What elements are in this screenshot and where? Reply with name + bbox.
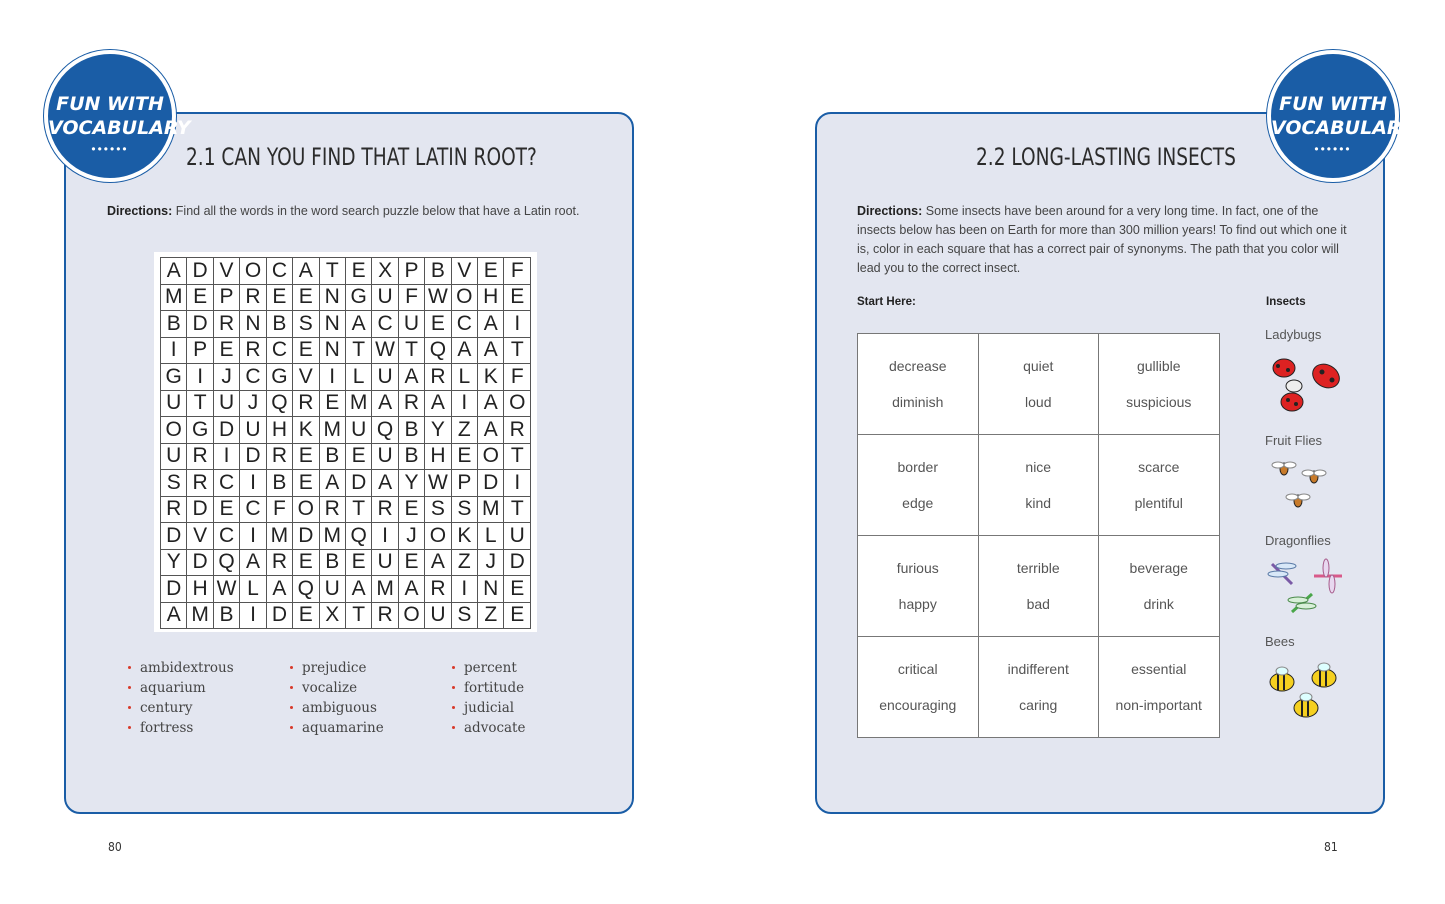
grid-letter: I bbox=[372, 523, 398, 550]
grid-letter: R bbox=[187, 443, 213, 470]
bee-icon bbox=[1264, 662, 1348, 722]
grid-letter: L bbox=[240, 576, 266, 603]
grid-letter: C bbox=[372, 311, 398, 338]
grid-letter: A bbox=[478, 311, 504, 338]
grid-letter: C bbox=[451, 311, 477, 338]
insect-name-fruit-flies: Fruit Flies bbox=[1265, 433, 1323, 448]
grid-letter: D bbox=[266, 602, 292, 629]
grid-letter: R bbox=[372, 602, 398, 629]
grid-letter: O bbox=[478, 443, 504, 470]
synonym-word: terrible bbox=[1016, 560, 1060, 576]
grid-letter: E bbox=[187, 284, 213, 311]
grid-letter: H bbox=[425, 443, 451, 470]
word-list-column-1 bbox=[128, 658, 234, 738]
grid-letter: I bbox=[240, 470, 266, 497]
grid-letter: O bbox=[425, 523, 451, 550]
directions bbox=[857, 202, 1347, 278]
grid-letter: W bbox=[213, 576, 239, 603]
grid-letter: T bbox=[398, 337, 424, 364]
grid-letter: D bbox=[187, 496, 213, 523]
grid-letter: R bbox=[187, 470, 213, 497]
ladybug-icon bbox=[1264, 352, 1348, 412]
synonym-row bbox=[858, 435, 1220, 536]
grid-letter: P bbox=[187, 337, 213, 364]
grid-letter: R bbox=[293, 390, 319, 417]
grid-letter: S bbox=[293, 311, 319, 338]
grid-letter: I bbox=[240, 523, 266, 550]
grid-letter: E bbox=[504, 284, 531, 311]
grid-letter: U bbox=[504, 523, 531, 550]
grid-letter: F bbox=[398, 284, 424, 311]
page-number: 80 bbox=[108, 840, 122, 854]
grid-letter: U bbox=[161, 390, 187, 417]
badge-line2: VOCABULARY bbox=[48, 117, 191, 139]
synonym-cell[interactable] bbox=[858, 435, 979, 536]
grid-letter: U bbox=[372, 284, 398, 311]
synonym-cell[interactable] bbox=[978, 536, 1099, 637]
synonym-word: nice bbox=[1025, 459, 1052, 475]
grid-letter: Q bbox=[425, 337, 451, 364]
grid-letter: D bbox=[187, 258, 213, 285]
grid-letter: D bbox=[293, 523, 319, 550]
synonym-word: scarce bbox=[1138, 459, 1180, 475]
grid-letter: B bbox=[398, 417, 424, 444]
start-here-label: Start Here: bbox=[857, 296, 916, 308]
grid-letter: M bbox=[161, 284, 187, 311]
grid-letter: S bbox=[451, 496, 477, 523]
grid-letter: E bbox=[293, 284, 319, 311]
grid-letter: B bbox=[319, 549, 345, 576]
synonym-cell[interactable] bbox=[978, 637, 1099, 738]
directions-text: Find all the words in the word search puzzle below that have a Latin root. bbox=[175, 204, 580, 218]
grid-letter: G bbox=[345, 284, 371, 311]
grid-letter: A bbox=[266, 576, 292, 603]
grid-letter: W bbox=[425, 470, 451, 497]
grid-letter: W bbox=[425, 284, 451, 311]
grid-letter: Q bbox=[372, 417, 398, 444]
grid-row bbox=[161, 443, 531, 470]
insect-name-bees: Bees bbox=[1265, 634, 1295, 649]
grid-letter: D bbox=[161, 523, 187, 550]
grid-letter: U bbox=[398, 311, 424, 338]
word-list-item: advocate bbox=[452, 718, 525, 738]
synonym-word: non-important bbox=[1115, 697, 1202, 713]
grid-letter: Q bbox=[293, 576, 319, 603]
grid-letter: R bbox=[425, 364, 451, 391]
grid-letter: R bbox=[240, 337, 266, 364]
grid-letter: E bbox=[504, 602, 531, 629]
grid-letter: J bbox=[478, 549, 504, 576]
grid-letter: I bbox=[187, 364, 213, 391]
word-list-item: ambiguous bbox=[290, 698, 384, 718]
grid-letter: A bbox=[398, 364, 424, 391]
synonym-word: gullible bbox=[1136, 358, 1181, 374]
grid-letter: C bbox=[213, 523, 239, 550]
grid-letter: I bbox=[161, 337, 187, 364]
grid-letter: R bbox=[425, 576, 451, 603]
synonym-word: decrease bbox=[888, 358, 947, 374]
grid-letter: A bbox=[398, 576, 424, 603]
grid-letter: I bbox=[504, 311, 531, 338]
grid-letter: C bbox=[213, 470, 239, 497]
grid-letter: U bbox=[240, 417, 266, 444]
grid-letter: G bbox=[161, 364, 187, 391]
grid-letter: R bbox=[266, 549, 292, 576]
grid-letter: K bbox=[293, 417, 319, 444]
grid-letter: V bbox=[213, 258, 239, 285]
grid-letter: M bbox=[372, 576, 398, 603]
grid-letter: Y bbox=[161, 549, 187, 576]
grid-letter: O bbox=[240, 258, 266, 285]
grid-row bbox=[161, 576, 531, 603]
grid-letter: T bbox=[187, 390, 213, 417]
grid-letter: B bbox=[266, 470, 292, 497]
grid-letter: A bbox=[319, 470, 345, 497]
grid-letter: L bbox=[478, 523, 504, 550]
grid-letter: O bbox=[451, 284, 477, 311]
grid-letter: A bbox=[478, 390, 504, 417]
grid-letter: E bbox=[213, 337, 239, 364]
grid-letter: S bbox=[161, 470, 187, 497]
word-list-item: fortitude bbox=[452, 678, 525, 698]
grid-letter: J bbox=[240, 390, 266, 417]
grid-letter: P bbox=[451, 470, 477, 497]
synonym-grid bbox=[857, 333, 1220, 738]
badge-line1: FUN WITH bbox=[56, 93, 164, 115]
grid-letter: A bbox=[451, 337, 477, 364]
synonym-cell[interactable] bbox=[1099, 334, 1220, 435]
grid-letter: E bbox=[293, 443, 319, 470]
grid-letter: Z bbox=[451, 549, 477, 576]
word-list-item: aquarium bbox=[128, 678, 234, 698]
grid-letter: S bbox=[451, 602, 477, 629]
grid-letter: M bbox=[319, 523, 345, 550]
synonym-cell[interactable] bbox=[858, 536, 979, 637]
grid-letter: G bbox=[266, 364, 292, 391]
grid-letter: B bbox=[319, 443, 345, 470]
grid-letter: N bbox=[319, 337, 345, 364]
grid-letter: B bbox=[213, 602, 239, 629]
grid-letter: M bbox=[319, 417, 345, 444]
grid-letter: P bbox=[398, 258, 424, 285]
synonym-cell[interactable] bbox=[1099, 536, 1220, 637]
grid-letter: R bbox=[266, 443, 292, 470]
word-list-item: century bbox=[128, 698, 234, 718]
grid-letter: T bbox=[504, 443, 531, 470]
grid-letter: U bbox=[213, 390, 239, 417]
grid-letter: N bbox=[319, 284, 345, 311]
grid-letter: X bbox=[372, 258, 398, 285]
grid-letter: A bbox=[425, 549, 451, 576]
grid-letter: O bbox=[504, 390, 531, 417]
grid-letter: R bbox=[372, 496, 398, 523]
grid-letter: I bbox=[213, 443, 239, 470]
grid-letter: B bbox=[266, 311, 292, 338]
grid-letter: A bbox=[293, 258, 319, 285]
grid-letter: C bbox=[266, 258, 292, 285]
grid-letter: X bbox=[319, 602, 345, 629]
grid-letter: H bbox=[187, 576, 213, 603]
directions bbox=[107, 202, 607, 221]
grid-letter: A bbox=[161, 258, 187, 285]
synonym-cell[interactable] bbox=[978, 435, 1099, 536]
grid-letter: D bbox=[504, 549, 531, 576]
insect-name-dragonflies: Dragonflies bbox=[1265, 533, 1331, 548]
grid-letter: M bbox=[345, 390, 371, 417]
grid-letter: E bbox=[293, 470, 319, 497]
grid-letter: L bbox=[345, 364, 371, 391]
grid-letter: T bbox=[345, 496, 371, 523]
grid-letter: B bbox=[425, 258, 451, 285]
dragonfly-icon bbox=[1264, 556, 1348, 616]
synonym-word: quiet bbox=[1023, 358, 1054, 374]
fruit-fly-icon bbox=[1264, 457, 1348, 517]
grid-letter: E bbox=[319, 390, 345, 417]
grid-letter: I bbox=[451, 390, 477, 417]
grid-letter: E bbox=[293, 602, 319, 629]
grid-letter: U bbox=[372, 549, 398, 576]
grid-letter: Q bbox=[213, 549, 239, 576]
grid-letter: U bbox=[161, 443, 187, 470]
grid-letter: E bbox=[451, 443, 477, 470]
grid-letter: K bbox=[451, 523, 477, 550]
synonym-word: plentiful bbox=[1134, 495, 1183, 511]
word-list-item: judicial bbox=[452, 698, 525, 718]
grid-letter: T bbox=[345, 602, 371, 629]
grid-letter: E bbox=[266, 284, 292, 311]
grid-letter: N bbox=[478, 576, 504, 603]
grid-letter: Z bbox=[451, 417, 477, 444]
grid-row bbox=[161, 337, 531, 364]
synonym-word: edge bbox=[902, 495, 934, 511]
synonym-cell[interactable] bbox=[858, 334, 979, 435]
grid-letter: F bbox=[266, 496, 292, 523]
synonym-row bbox=[858, 637, 1220, 738]
grid-letter: E bbox=[293, 549, 319, 576]
grid-letter: E bbox=[398, 549, 424, 576]
directions-label: Directions: bbox=[107, 204, 173, 218]
grid-letter: D bbox=[187, 549, 213, 576]
synonym-word: diminish bbox=[892, 394, 944, 410]
grid-letter: A bbox=[345, 576, 371, 603]
grid-letter: O bbox=[398, 602, 424, 629]
grid-letter: U bbox=[319, 576, 345, 603]
grid-letter: O bbox=[293, 496, 319, 523]
grid-letter: D bbox=[161, 576, 187, 603]
grid-letter: W bbox=[372, 337, 398, 364]
synonym-word: border bbox=[897, 459, 938, 475]
activity-title: 2.1 CAN YOU FIND THAT LATIN ROOT? bbox=[186, 143, 537, 171]
synonym-word: suspicious bbox=[1126, 394, 1192, 410]
grid-letter: E bbox=[293, 337, 319, 364]
grid-row bbox=[161, 311, 531, 338]
grid-letter: J bbox=[213, 364, 239, 391]
grid-letter: M bbox=[187, 602, 213, 629]
badge-line2: VOCABULARY bbox=[1271, 117, 1414, 139]
grid-letter: E bbox=[345, 549, 371, 576]
synonym-row bbox=[858, 334, 1220, 435]
grid-letter: V bbox=[293, 364, 319, 391]
synonym-word: loud bbox=[1025, 394, 1052, 410]
synonym-word: essential bbox=[1131, 661, 1187, 677]
fun-with-vocabulary-badge bbox=[1267, 50, 1414, 182]
badge-dots: •••••• bbox=[1314, 142, 1352, 156]
synonym-word: drink bbox=[1143, 596, 1174, 612]
synonym-word: beverage bbox=[1129, 560, 1188, 576]
word-list-item: vocalize bbox=[290, 678, 384, 698]
grid-letter: Y bbox=[425, 417, 451, 444]
grid-letter: T bbox=[504, 496, 531, 523]
grid-row bbox=[161, 496, 531, 523]
grid-letter: A bbox=[478, 417, 504, 444]
synonym-cell[interactable] bbox=[1099, 637, 1220, 738]
grid-letter: E bbox=[345, 258, 371, 285]
grid-letter: T bbox=[504, 337, 531, 364]
word-list-item: prejudice bbox=[290, 658, 384, 678]
page-number: 81 bbox=[1324, 840, 1338, 854]
grid-letter: T bbox=[319, 258, 345, 285]
grid-letter: K bbox=[478, 364, 504, 391]
grid-letter: Q bbox=[345, 523, 371, 550]
grid-letter: E bbox=[478, 258, 504, 285]
grid-letter: I bbox=[451, 576, 477, 603]
grid-letter: Z bbox=[478, 602, 504, 629]
activity-title: 2.2 LONG-LASTING INSECTS bbox=[976, 143, 1236, 171]
grid-letter: V bbox=[451, 258, 477, 285]
grid-letter: I bbox=[504, 470, 531, 497]
grid-letter: V bbox=[187, 523, 213, 550]
grid-letter: U bbox=[425, 602, 451, 629]
grid-letter: Y bbox=[398, 470, 424, 497]
grid-letter: L bbox=[451, 364, 477, 391]
synonym-cell[interactable] bbox=[978, 334, 1099, 435]
synonym-word: happy bbox=[898, 596, 937, 612]
synonym-word: kind bbox=[1025, 495, 1052, 511]
word-search-grid bbox=[160, 257, 531, 629]
grid-letter: A bbox=[345, 311, 371, 338]
grid-letter: A bbox=[478, 337, 504, 364]
grid-letter: B bbox=[398, 443, 424, 470]
grid-letter: N bbox=[319, 311, 345, 338]
grid-letter: O bbox=[161, 417, 187, 444]
word-list-item: fortress bbox=[128, 718, 234, 738]
grid-row bbox=[161, 417, 531, 444]
synonym-word: bad bbox=[1026, 596, 1050, 612]
grid-row bbox=[161, 470, 531, 497]
word-search-puzzle bbox=[154, 252, 537, 632]
grid-letter: Q bbox=[266, 390, 292, 417]
grid-letter: A bbox=[425, 390, 451, 417]
synonym-word: encouraging bbox=[879, 697, 957, 713]
grid-letter: P bbox=[213, 284, 239, 311]
grid-letter: A bbox=[161, 602, 187, 629]
synonym-cell[interactable] bbox=[858, 637, 979, 738]
insect-name-ladybugs: Ladybugs bbox=[1265, 327, 1322, 342]
grid-letter: E bbox=[345, 443, 371, 470]
directions-label: Directions: bbox=[857, 204, 923, 218]
grid-letter: F bbox=[504, 258, 531, 285]
grid-letter: U bbox=[372, 364, 398, 391]
badge-line1: FUN WITH bbox=[1279, 93, 1387, 115]
grid-letter: H bbox=[266, 417, 292, 444]
grid-letter: B bbox=[161, 311, 187, 338]
word-list-item: ambidextrous bbox=[128, 658, 234, 678]
grid-letter: E bbox=[504, 576, 531, 603]
grid-letter: D bbox=[240, 443, 266, 470]
grid-letter: R bbox=[504, 417, 531, 444]
grid-letter: R bbox=[213, 311, 239, 338]
grid-letter: D bbox=[213, 417, 239, 444]
grid-letter: S bbox=[425, 496, 451, 523]
grid-letter: D bbox=[478, 470, 504, 497]
synonym-row bbox=[858, 536, 1220, 637]
grid-letter: A bbox=[372, 470, 398, 497]
grid-letter: C bbox=[240, 496, 266, 523]
directions-text: Some insects have been around for a very long time. In fact, one of the insects below has been on Earth for more than 300 million years! To find out which one it is, color in each square that has a correct pair of synonyms. The path that you color will lead you to the correct insect. bbox=[857, 204, 1347, 275]
grid-letter: R bbox=[240, 284, 266, 311]
grid-letter: I bbox=[319, 364, 345, 391]
grid-letter: F bbox=[504, 364, 531, 391]
fun-with-vocabulary-badge bbox=[44, 50, 191, 182]
grid-letter: T bbox=[345, 337, 371, 364]
grid-letter: D bbox=[187, 311, 213, 338]
grid-letter: M bbox=[266, 523, 292, 550]
insects-label: Insects bbox=[1266, 296, 1306, 308]
grid-letter: C bbox=[266, 337, 292, 364]
grid-letter: R bbox=[398, 390, 424, 417]
word-list-item: percent bbox=[452, 658, 525, 678]
grid-letter: A bbox=[240, 549, 266, 576]
grid-letter: C bbox=[240, 364, 266, 391]
grid-row bbox=[161, 284, 531, 311]
grid-letter: G bbox=[187, 417, 213, 444]
grid-letter: R bbox=[161, 496, 187, 523]
synonym-word: caring bbox=[1019, 697, 1058, 713]
word-list-column-2 bbox=[290, 658, 384, 738]
badge-dots: •••••• bbox=[91, 142, 129, 156]
grid-row bbox=[161, 602, 531, 629]
grid-letter: N bbox=[240, 311, 266, 338]
grid-row bbox=[161, 390, 531, 417]
synonym-word: critical bbox=[897, 661, 938, 677]
synonym-word: furious bbox=[896, 560, 939, 576]
grid-letter: J bbox=[398, 523, 424, 550]
grid-letter: E bbox=[425, 311, 451, 338]
grid-letter: U bbox=[345, 417, 371, 444]
synonym-word: indifferent bbox=[1007, 661, 1069, 677]
grid-letter: E bbox=[398, 496, 424, 523]
word-list-column-3 bbox=[452, 658, 525, 738]
grid-row bbox=[161, 364, 531, 391]
grid-letter: H bbox=[478, 284, 504, 311]
word-list-item: aquamarine bbox=[290, 718, 384, 738]
grid-letter: A bbox=[372, 390, 398, 417]
grid-row bbox=[161, 523, 531, 550]
grid-letter: E bbox=[213, 496, 239, 523]
grid-letter: R bbox=[319, 496, 345, 523]
grid-letter: U bbox=[372, 443, 398, 470]
grid-letter: I bbox=[240, 602, 266, 629]
grid-row bbox=[161, 258, 531, 285]
grid-row bbox=[161, 549, 531, 576]
grid-letter: M bbox=[478, 496, 504, 523]
synonym-cell[interactable] bbox=[1099, 435, 1220, 536]
grid-letter: D bbox=[345, 470, 371, 497]
